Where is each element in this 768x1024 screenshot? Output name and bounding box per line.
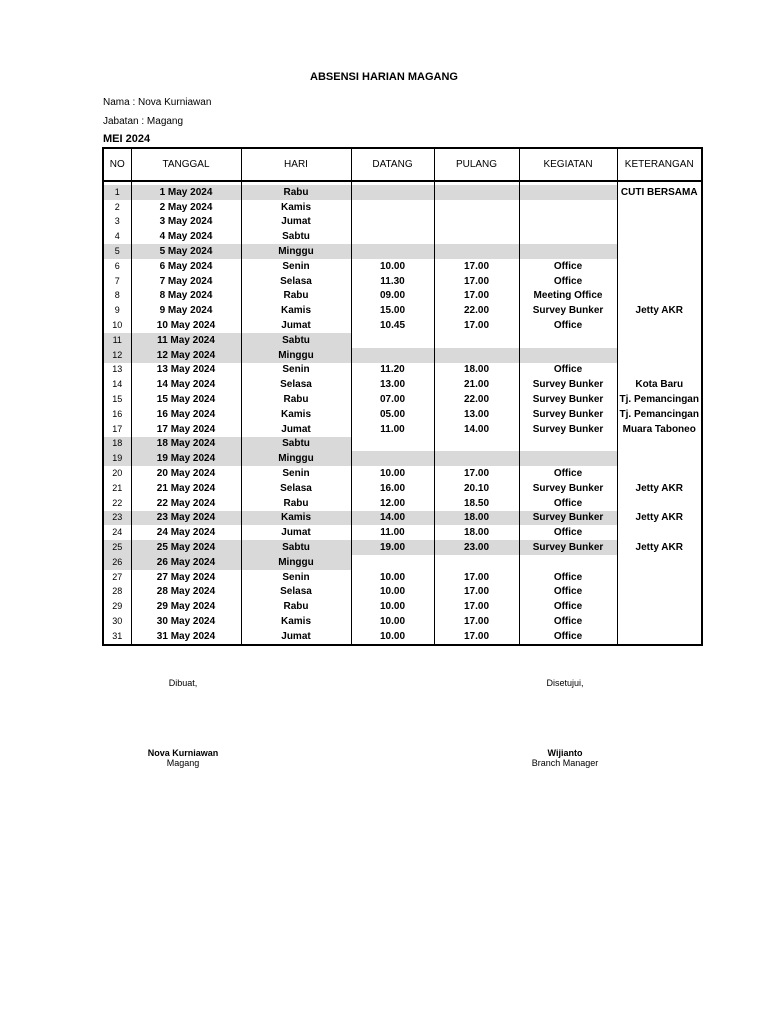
table-row <box>103 555 702 570</box>
cell-hari: Jumat <box>241 525 351 540</box>
cell-hari: Jumat <box>241 629 351 645</box>
cell-datang: 19.00 <box>351 540 434 555</box>
signature-left-name: Nova Kurniawan <box>147 748 219 758</box>
table-row <box>103 215 702 230</box>
cell-keterangan <box>617 599 702 614</box>
cell-tanggal: 5 May 2024 <box>131 244 241 259</box>
cell-pulang: 17.00 <box>434 289 519 304</box>
cell-kegiatan: Survey Bunker <box>519 511 617 526</box>
cell-pulang: 21.00 <box>434 377 519 392</box>
table-row <box>103 422 702 437</box>
cell-pulang <box>434 333 519 348</box>
cell-pulang: 17.00 <box>434 599 519 614</box>
cell-no: 28 <box>103 585 131 600</box>
cell-datang: 10.45 <box>351 318 434 333</box>
table-row <box>103 348 702 363</box>
cell-keterangan <box>617 333 702 348</box>
cell-keterangan <box>617 259 702 274</box>
cell-pulang <box>434 555 519 570</box>
cell-tanggal: 25 May 2024 <box>131 540 241 555</box>
table-row <box>103 525 702 540</box>
header-tanggal: TANGGAL <box>131 148 241 181</box>
cell-tanggal: 7 May 2024 <box>131 274 241 289</box>
cell-pulang <box>434 229 519 244</box>
cell-pulang: 13.00 <box>434 407 519 422</box>
table-row <box>103 259 702 274</box>
cell-pulang: 18.00 <box>434 525 519 540</box>
cell-tanggal: 31 May 2024 <box>131 629 241 645</box>
cell-keterangan <box>617 318 702 333</box>
cell-pulang: 17.00 <box>434 570 519 585</box>
cell-keterangan <box>617 200 702 215</box>
cell-kegiatan <box>519 215 617 230</box>
cell-hari: Kamis <box>241 200 351 215</box>
signature-left-role: Magang <box>166 758 200 768</box>
cell-keterangan <box>617 348 702 363</box>
cell-no: 9 <box>103 303 131 318</box>
table-row <box>103 570 702 585</box>
cell-pulang: 20.10 <box>434 481 519 496</box>
cell-no: 17 <box>103 422 131 437</box>
cell-tanggal: 28 May 2024 <box>131 585 241 600</box>
cell-hari: Kamis <box>241 303 351 318</box>
cell-datang <box>351 200 434 215</box>
cell-datang <box>351 333 434 348</box>
cell-kegiatan <box>519 185 617 200</box>
employee-position: Jabatan : Magang <box>103 116 184 127</box>
cell-pulang <box>434 215 519 230</box>
cell-keterangan <box>617 555 702 570</box>
cell-kegiatan: Office <box>519 318 617 333</box>
cell-keterangan: Jetty AKR <box>617 303 702 318</box>
cell-pulang <box>434 451 519 466</box>
cell-no: 18 <box>103 437 131 452</box>
cell-keterangan <box>617 570 702 585</box>
cell-kegiatan: Office <box>519 585 617 600</box>
cell-tanggal: 24 May 2024 <box>131 525 241 540</box>
table-row <box>103 377 702 392</box>
cell-kegiatan: Office <box>519 259 617 274</box>
cell-keterangan: Muara Taboneo <box>617 422 702 437</box>
cell-kegiatan <box>519 229 617 244</box>
cell-hari: Senin <box>241 363 351 378</box>
cell-keterangan: Tj. Pemancingan <box>617 392 702 407</box>
cell-tanggal: 12 May 2024 <box>131 348 241 363</box>
cell-pulang: 23.00 <box>434 540 519 555</box>
cell-datang <box>351 185 434 200</box>
cell-pulang: 17.00 <box>434 259 519 274</box>
cell-tanggal: 16 May 2024 <box>131 407 241 422</box>
cell-no: 12 <box>103 348 131 363</box>
table-row <box>103 333 702 348</box>
cell-no: 3 <box>103 215 131 230</box>
cell-no: 31 <box>103 629 131 645</box>
cell-datang: 12.00 <box>351 496 434 511</box>
signature-right <box>485 678 645 768</box>
cell-kegiatan: Survey Bunker <box>519 377 617 392</box>
cell-no: 24 <box>103 525 131 540</box>
attendance-rows <box>103 181 702 645</box>
cell-hari: Minggu <box>241 555 351 570</box>
cell-tanggal: 9 May 2024 <box>131 303 241 318</box>
cell-pulang <box>434 200 519 215</box>
header-datang: DATANG <box>351 148 434 181</box>
table-header-row <box>103 148 702 181</box>
cell-datang: 05.00 <box>351 407 434 422</box>
cell-tanggal: 21 May 2024 <box>131 481 241 496</box>
cell-datang: 10.00 <box>351 614 434 629</box>
cell-no: 4 <box>103 229 131 244</box>
header-no: NO <box>103 148 131 181</box>
cell-tanggal: 26 May 2024 <box>131 555 241 570</box>
cell-keterangan <box>617 274 702 289</box>
cell-hari: Rabu <box>241 599 351 614</box>
table-row <box>103 614 702 629</box>
signature-right-label: Disetujui, <box>546 678 584 688</box>
cell-tanggal: 4 May 2024 <box>131 229 241 244</box>
cell-keterangan <box>617 289 702 304</box>
cell-kegiatan: Office <box>519 274 617 289</box>
cell-datang <box>351 437 434 452</box>
cell-kegiatan: Office <box>519 614 617 629</box>
cell-kegiatan <box>519 244 617 259</box>
cell-kegiatan: Office <box>519 466 617 481</box>
cell-pulang: 22.00 <box>434 392 519 407</box>
cell-no: 10 <box>103 318 131 333</box>
cell-tanggal: 14 May 2024 <box>131 377 241 392</box>
cell-hari: Minggu <box>241 244 351 259</box>
cell-keterangan <box>617 614 702 629</box>
table-row <box>103 481 702 496</box>
cell-tanggal: 17 May 2024 <box>131 422 241 437</box>
signature-right-name: Wijianto <box>547 748 583 758</box>
cell-tanggal: 13 May 2024 <box>131 363 241 378</box>
cell-keterangan <box>617 496 702 511</box>
cell-datang <box>351 215 434 230</box>
cell-tanggal: 27 May 2024 <box>131 570 241 585</box>
cell-hari: Jumat <box>241 318 351 333</box>
table-row <box>103 244 702 259</box>
cell-datang: 11.30 <box>351 274 434 289</box>
cell-kegiatan: Office <box>519 363 617 378</box>
table-row <box>103 185 702 200</box>
cell-datang <box>351 555 434 570</box>
cell-no: 23 <box>103 511 131 526</box>
cell-keterangan: Jetty AKR <box>617 540 702 555</box>
cell-datang <box>351 348 434 363</box>
cell-hari: Sabtu <box>241 229 351 244</box>
cell-kegiatan: Office <box>519 629 617 645</box>
table-row <box>103 303 702 318</box>
cell-keterangan <box>617 629 702 645</box>
table-row <box>103 200 702 215</box>
cell-no: 1 <box>103 185 131 200</box>
cell-kegiatan: Office <box>519 570 617 585</box>
cell-hari: Sabtu <box>241 333 351 348</box>
cell-datang: 16.00 <box>351 481 434 496</box>
table-row <box>103 511 702 526</box>
cell-hari: Rabu <box>241 496 351 511</box>
header-keterangan: KETERANGAN <box>617 148 702 181</box>
header-hari: HARI <box>241 148 351 181</box>
table-row <box>103 363 702 378</box>
cell-pulang: 22.00 <box>434 303 519 318</box>
cell-datang: 10.00 <box>351 629 434 645</box>
cell-no: 15 <box>103 392 131 407</box>
cell-hari: Senin <box>241 259 351 274</box>
cell-tanggal: 3 May 2024 <box>131 215 241 230</box>
cell-hari: Rabu <box>241 185 351 200</box>
cell-datang: 07.00 <box>351 392 434 407</box>
cell-datang: 11.00 <box>351 422 434 437</box>
cell-no: 6 <box>103 259 131 274</box>
table-row <box>103 496 702 511</box>
cell-datang: 11.20 <box>351 363 434 378</box>
cell-tanggal: 1 May 2024 <box>131 185 241 200</box>
cell-kegiatan <box>519 437 617 452</box>
cell-no: 8 <box>103 289 131 304</box>
table-row <box>103 585 702 600</box>
document-title: ABSENSI HARIAN MAGANG <box>310 71 458 83</box>
cell-hari: Kamis <box>241 511 351 526</box>
cell-tanggal: 18 May 2024 <box>131 437 241 452</box>
signature-left-label: Dibuat, <box>168 678 198 688</box>
cell-no: 16 <box>103 407 131 422</box>
cell-pulang <box>434 185 519 200</box>
cell-hari: Selasa <box>241 585 351 600</box>
table-row <box>103 451 702 466</box>
cell-hari: Selasa <box>241 274 351 289</box>
cell-datang <box>351 229 434 244</box>
cell-tanggal: 2 May 2024 <box>131 200 241 215</box>
cell-no: 26 <box>103 555 131 570</box>
cell-no: 22 <box>103 496 131 511</box>
table-row <box>103 540 702 555</box>
cell-pulang: 17.00 <box>434 318 519 333</box>
cell-keterangan <box>617 525 702 540</box>
cell-datang: 10.00 <box>351 259 434 274</box>
cell-keterangan <box>617 363 702 378</box>
cell-datang: 10.00 <box>351 466 434 481</box>
cell-no: 20 <box>103 466 131 481</box>
table-row <box>103 318 702 333</box>
cell-datang: 11.00 <box>351 525 434 540</box>
table-row <box>103 274 702 289</box>
cell-no: 11 <box>103 333 131 348</box>
signature-right-role: Branch Manager <box>531 758 599 768</box>
cell-no: 27 <box>103 570 131 585</box>
header-pulang: PULANG <box>434 148 519 181</box>
cell-pulang: 14.00 <box>434 422 519 437</box>
cell-pulang: 17.00 <box>434 274 519 289</box>
cell-hari: Selasa <box>241 481 351 496</box>
cell-hari: Jumat <box>241 215 351 230</box>
cell-pulang <box>434 244 519 259</box>
cell-datang: 15.00 <box>351 303 434 318</box>
cell-hari: Sabtu <box>241 437 351 452</box>
cell-keterangan: Tj. Pemancingan <box>617 407 702 422</box>
cell-keterangan <box>617 451 702 466</box>
cell-datang: 10.00 <box>351 599 434 614</box>
cell-no: 5 <box>103 244 131 259</box>
cell-kegiatan: Survey Bunker <box>519 540 617 555</box>
table-row <box>103 437 702 452</box>
header-kegiatan: KEGIATAN <box>519 148 617 181</box>
cell-datang <box>351 244 434 259</box>
cell-keterangan: CUTI BERSAMA <box>617 185 702 200</box>
cell-hari: Senin <box>241 570 351 585</box>
cell-no: 30 <box>103 614 131 629</box>
table-row <box>103 599 702 614</box>
cell-kegiatan <box>519 451 617 466</box>
cell-kegiatan: Survey Bunker <box>519 303 617 318</box>
cell-no: 21 <box>103 481 131 496</box>
cell-tanggal: 30 May 2024 <box>131 614 241 629</box>
cell-datang: 10.00 <box>351 585 434 600</box>
cell-tanggal: 23 May 2024 <box>131 511 241 526</box>
cell-kegiatan <box>519 200 617 215</box>
cell-kegiatan: Office <box>519 525 617 540</box>
cell-hari: Senin <box>241 466 351 481</box>
cell-tanggal: 29 May 2024 <box>131 599 241 614</box>
attendance-table <box>102 147 703 646</box>
cell-keterangan <box>617 585 702 600</box>
cell-hari: Sabtu <box>241 540 351 555</box>
cell-kegiatan: Survey Bunker <box>519 392 617 407</box>
cell-tanggal: 22 May 2024 <box>131 496 241 511</box>
cell-kegiatan <box>519 333 617 348</box>
cell-tanggal: 19 May 2024 <box>131 451 241 466</box>
cell-hari: Rabu <box>241 392 351 407</box>
table-row <box>103 466 702 481</box>
cell-keterangan <box>617 215 702 230</box>
cell-kegiatan: Meeting Office <box>519 289 617 304</box>
cell-no: 25 <box>103 540 131 555</box>
cell-no: 7 <box>103 274 131 289</box>
cell-pulang: 17.00 <box>434 585 519 600</box>
cell-hari: Kamis <box>241 614 351 629</box>
cell-pulang <box>434 348 519 363</box>
cell-pulang: 18.50 <box>434 496 519 511</box>
cell-datang: 14.00 <box>351 511 434 526</box>
cell-no: 19 <box>103 451 131 466</box>
cell-hari: Rabu <box>241 289 351 304</box>
cell-no: 14 <box>103 377 131 392</box>
cell-tanggal: 20 May 2024 <box>131 466 241 481</box>
cell-tanggal: 10 May 2024 <box>131 318 241 333</box>
cell-keterangan <box>617 229 702 244</box>
cell-datang: 13.00 <box>351 377 434 392</box>
cell-pulang <box>434 437 519 452</box>
cell-tanggal: 8 May 2024 <box>131 289 241 304</box>
cell-keterangan: Jetty AKR <box>617 481 702 496</box>
cell-tanggal: 6 May 2024 <box>131 259 241 274</box>
cell-keterangan <box>617 437 702 452</box>
cell-datang: 10.00 <box>351 570 434 585</box>
employee-name: Nama : Nova Kurniawan <box>103 97 212 108</box>
cell-pulang: 17.00 <box>434 629 519 645</box>
cell-keterangan: Kota Baru <box>617 377 702 392</box>
month-label: MEI 2024 <box>103 133 151 145</box>
cell-kegiatan: Survey Bunker <box>519 481 617 496</box>
cell-kegiatan: Survey Bunker <box>519 422 617 437</box>
cell-no: 29 <box>103 599 131 614</box>
cell-kegiatan: Office <box>519 496 617 511</box>
table-row <box>103 392 702 407</box>
cell-datang: 09.00 <box>351 289 434 304</box>
table-row <box>103 229 702 244</box>
table-row <box>103 629 702 645</box>
cell-no: 2 <box>103 200 131 215</box>
cell-hari: Selasa <box>241 377 351 392</box>
cell-hari: Jumat <box>241 422 351 437</box>
cell-kegiatan <box>519 348 617 363</box>
cell-kegiatan: Survey Bunker <box>519 407 617 422</box>
cell-tanggal: 11 May 2024 <box>131 333 241 348</box>
cell-pulang: 17.00 <box>434 614 519 629</box>
cell-keterangan: Jetty AKR <box>617 511 702 526</box>
cell-hari: Minggu <box>241 348 351 363</box>
cell-keterangan <box>617 244 702 259</box>
cell-no: 13 <box>103 363 131 378</box>
table-row <box>103 289 702 304</box>
cell-keterangan <box>617 466 702 481</box>
cell-tanggal: 15 May 2024 <box>131 392 241 407</box>
cell-pulang: 18.00 <box>434 363 519 378</box>
table-row <box>103 407 702 422</box>
cell-datang <box>351 451 434 466</box>
cell-hari: Kamis <box>241 407 351 422</box>
cell-kegiatan: Office <box>519 599 617 614</box>
cell-pulang: 17.00 <box>434 466 519 481</box>
cell-hari: Minggu <box>241 451 351 466</box>
signature-left <box>103 678 263 768</box>
cell-kegiatan <box>519 555 617 570</box>
cell-pulang: 18.00 <box>434 511 519 526</box>
